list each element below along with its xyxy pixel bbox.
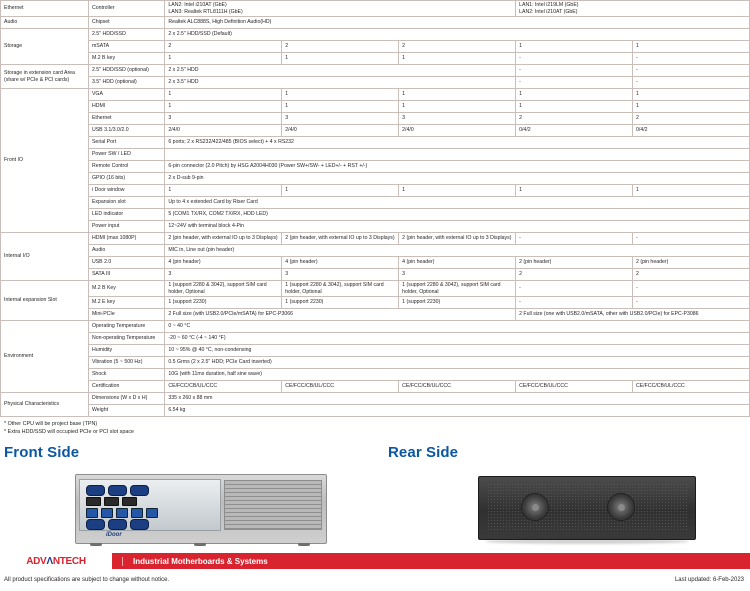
spec-value-cell: 2 x 2.5" HDD/SSD (Default) <box>165 29 750 41</box>
table-row <box>1 1 750 17</box>
table-row <box>1 173 750 185</box>
spec-value-cell: 1 (support 2230) <box>399 297 516 309</box>
spec-subcategory-cell: M.2 E key <box>88 297 164 309</box>
spec-category-cell: Storage in extension card Area (share w/ PCIe & PCI cards) <box>1 65 89 89</box>
rear-side-photo <box>478 476 696 540</box>
front-side-title: Front Side <box>4 444 80 462</box>
spec-category-cell: Internal I/O <box>1 233 89 281</box>
spec-value-cell: 3 <box>399 113 516 125</box>
spec-value-cell: 1 <box>282 53 399 65</box>
vga-port-icon <box>130 485 149 496</box>
spec-category-cell: Environment <box>1 321 89 393</box>
footnote-1: * Other CPU will be project base (TPN) <box>4 421 98 427</box>
spec-value-cell: 2 <box>633 269 750 281</box>
spec-value-cell: - <box>633 297 750 309</box>
spec-value-cell: - <box>516 233 633 245</box>
spec-value-cell: 1 <box>399 101 516 113</box>
footnotes <box>0 417 750 436</box>
spec-subcategory-cell: Certification <box>88 381 164 393</box>
spec-value-cell: 1 <box>165 53 282 65</box>
spec-value-cell: 2 <box>516 113 633 125</box>
spec-subcategory-cell: mSATA <box>88 41 164 53</box>
spec-subcategory-cell: HDMI <box>88 101 164 113</box>
spec-value-cell: 2 <box>399 41 516 53</box>
vga-port-icon <box>86 485 105 496</box>
footer-tagline: Industrial Motherboards & Systems <box>122 557 268 566</box>
spec-value-cell: 10G (with 11ms duration, half sine wave) <box>165 369 750 381</box>
table-row <box>1 281 750 297</box>
spec-value-cell: 1 (support 2280 & 3042), support SIM card holder, Optional <box>399 281 516 297</box>
table-row <box>1 161 750 173</box>
serial-port-icon <box>108 519 127 530</box>
spec-value-cell: 1 <box>516 41 633 53</box>
spec-value-cell: - <box>516 53 633 65</box>
footer-last-updated: Last updated: 6-Feb-2023 <box>674 577 744 583</box>
spec-value-cell: 1 <box>399 185 516 197</box>
spec-value-cell: 1 <box>282 101 399 113</box>
table-row <box>1 113 750 125</box>
spec-value-cell: 0.5 Grms (2 x 2.5" HDD; PCIe Card inserted) <box>165 357 750 369</box>
spec-value-cell: 2 x D-sub 9-pin <box>165 173 750 185</box>
chassis-foot <box>298 543 310 546</box>
table-row <box>1 405 750 417</box>
chassis-foot <box>194 543 206 546</box>
spec-subcategory-cell: 2.5" HDD/SSD <box>88 29 164 41</box>
spec-value-cell: 1 (support 2280 & 3042), support SIM card holder, Optional <box>282 281 399 297</box>
vga-port-icon <box>108 485 127 496</box>
spec-value-cell: 3 <box>165 113 282 125</box>
hdmi-port-icon <box>122 497 137 506</box>
spec-value-cell: - <box>633 281 750 297</box>
footnote-2: * Extra HDD/SSD will occupied PCIe or PCI slot space <box>4 429 135 436</box>
spec-subcategory-cell: USB 3.1/3.0/2.0 <box>88 125 164 137</box>
spec-value-cell: 2 <box>282 41 399 53</box>
spec-subcategory-cell: Power input <box>88 221 164 233</box>
spec-value-cell: 2 x 3.5" HDD <box>165 77 516 89</box>
spec-table-body <box>1 1 750 417</box>
usb-port-group <box>86 508 158 518</box>
spec-value-cell: 1 <box>282 185 399 197</box>
table-row <box>1 257 750 269</box>
hdmi-port-icon <box>86 497 101 506</box>
footer-brand-bar <box>0 553 750 569</box>
table-row <box>1 29 750 41</box>
spec-subcategory-cell: VGA <box>88 89 164 101</box>
spec-value-cell: 2 <box>633 113 750 125</box>
table-row <box>1 269 750 281</box>
serial-port-icon <box>130 519 149 530</box>
spec-value-cell: Realtek ALC888S, High Definition Audio(HD) <box>165 17 750 29</box>
spec-subcategory-cell: Chipset <box>88 17 164 29</box>
spec-value-cell: 2 Full size (one with USB2.0/mSATA, other with USB2.0/PCIe) for EPC-P3086 <box>516 309 750 321</box>
spec-category-cell: Internal expansion Slot <box>1 281 89 321</box>
front-io-plate <box>79 479 221 531</box>
spec-value-cell: - <box>516 297 633 309</box>
advantech-logo-text: ADVΛNTECH <box>26 555 86 567</box>
table-row <box>1 89 750 101</box>
spec-value-cell: 2/4/0 <box>399 125 516 137</box>
spec-subcategory-cell: Humidity <box>88 345 164 357</box>
spec-value-cell: 5 (COM1 TX/RX, COM2 TX/RX, HDD LED) <box>165 209 750 221</box>
spec-subcategory-cell: Dimensions (W x D x H) <box>88 393 164 405</box>
spec-value-cell: 2 (pin header, with external IO up to 3 Displays) <box>399 233 516 245</box>
spec-subcategory-cell: Weight <box>88 405 164 417</box>
spec-value-cell: 1 <box>399 89 516 101</box>
spec-value-cell: CE/FCC/CB/UL/CCC <box>282 381 399 393</box>
spec-value-cell: 1 <box>399 53 516 65</box>
spec-value-cell: 4 (pin header) <box>399 257 516 269</box>
spec-value-cell: 4 (pin header) <box>282 257 399 269</box>
spec-subcategory-cell: Audio <box>88 245 164 257</box>
table-row <box>1 65 750 77</box>
spec-category-cell: Audio <box>1 17 89 29</box>
spec-value-cell: 6.54 kg <box>165 405 750 417</box>
spec-value-cell: 2 (pin header) <box>516 257 633 269</box>
spec-value-cell: 1 (support 2280 & 3042), support SIM card holder, Optional <box>165 281 282 297</box>
spec-value-cell: CE/FCC/CB/UL/CCC <box>633 381 750 393</box>
spec-value-cell: 2 x 2.5" HDD <box>165 65 516 77</box>
spec-value-cell: 2 (pin header) <box>633 257 750 269</box>
spec-value-cell <box>165 149 750 161</box>
table-row <box>1 125 750 137</box>
spec-value-cell: 4 (pin header) <box>165 257 282 269</box>
spec-value-cell: LAN1: Intel i219LM (GbE) LAN2: Intel i210AT (GbE) <box>516 1 750 17</box>
usb-port-icon <box>86 508 98 518</box>
spec-value-cell: 1 <box>165 101 282 113</box>
spec-value-cell: - <box>516 77 633 89</box>
spec-subcategory-cell: USB 2.0 <box>88 257 164 269</box>
spec-value-cell: - <box>633 77 750 89</box>
usb-port-icon <box>131 508 143 518</box>
table-row <box>1 333 750 345</box>
spec-value-cell: MIC in, Line out (pin header) <box>165 245 750 257</box>
table-row <box>1 221 750 233</box>
board-brand-label: iDoor <box>106 532 122 539</box>
table-row <box>1 309 750 321</box>
spec-value-cell: 2/4/0 <box>165 125 282 137</box>
usb-port-icon <box>101 508 113 518</box>
table-row <box>1 321 750 333</box>
spec-value-cell: - <box>633 53 750 65</box>
spec-value-cell: 1 <box>633 185 750 197</box>
spec-value-cell: 10 ~ 95% @ 40 °C, non-condensing <box>165 345 750 357</box>
hdmi-port-icon <box>104 497 119 506</box>
spec-value-cell: 1 <box>165 185 282 197</box>
table-row <box>1 149 750 161</box>
spec-subcategory-cell: 3.5" HDD (optional) <box>88 77 164 89</box>
section-title-row <box>0 436 750 466</box>
spec-subcategory-cell: 2.5" HDD/SSD (optional) <box>88 65 164 77</box>
spec-value-cell: CE/FCC/CB/UL/CCC <box>399 381 516 393</box>
spec-value-cell: 3 <box>282 113 399 125</box>
table-row <box>1 197 750 209</box>
table-row <box>1 297 750 309</box>
spec-value-cell: 0/4/2 <box>633 125 750 137</box>
spec-value-cell: 3 <box>282 269 399 281</box>
spec-value-cell: - <box>516 65 633 77</box>
spec-subcategory-cell: M.2 B Key <box>88 281 164 297</box>
front-side-photo <box>75 474 327 544</box>
spec-value-cell: 1 (support 2230) <box>165 297 282 309</box>
spec-value-cell: - <box>516 281 633 297</box>
spec-value-cell: -20 ~ 60 °C (-4 ~ 140 °F) <box>165 333 750 345</box>
spec-value-cell: 6-pin connector (2.0 Pitch) by HSG A2004H030 (Power SW+/SW- + LED+/- + RST +/-) <box>165 161 750 173</box>
table-row <box>1 245 750 257</box>
table-row <box>1 17 750 29</box>
table-row <box>1 77 750 89</box>
spec-subcategory-cell: Ethernet <box>88 113 164 125</box>
spec-value-cell: 12~24V with terminal block 4-Pin <box>165 221 750 233</box>
spec-value-cell: 1 <box>282 89 399 101</box>
spec-value-cell: 1 <box>633 89 750 101</box>
footer-disclaimer: All product specifications are subject to change without notice. <box>4 577 170 583</box>
advantech-logo <box>0 553 112 569</box>
table-row <box>1 381 750 393</box>
spec-subcategory-cell: Non-operating Temperature <box>88 333 164 345</box>
table-row <box>1 41 750 53</box>
table-row <box>1 345 750 357</box>
table-row <box>1 185 750 197</box>
vga-port-group <box>86 485 149 496</box>
spec-value-cell: 2/4/0 <box>282 125 399 137</box>
spec-subcategory-cell: Operating Temperature <box>88 321 164 333</box>
spec-value-cell: - <box>633 65 750 77</box>
expansion-slot-area <box>224 480 322 530</box>
spec-subcategory-cell: Serial Port <box>88 137 164 149</box>
spec-subcategory-cell: Shock <box>88 369 164 381</box>
spec-value-cell: 6 ports; 2 x RS232/422/485 (BIOS select) + 4 x RS232 <box>165 137 750 149</box>
spec-subcategory-cell: GPIO (16 bits) <box>88 173 164 185</box>
spec-value-cell: 335 x 260 x 88 mm <box>165 393 750 405</box>
spec-value-cell: 2 <box>516 269 633 281</box>
hdmi-port-group <box>86 497 137 506</box>
spec-subcategory-cell: HDMI (max 1080P) <box>88 233 164 245</box>
spec-value-cell: 0 ~ 40 °C <box>165 321 750 333</box>
spec-subcategory-cell: Remote Control <box>88 161 164 173</box>
spec-subcategory-cell: i Door window <box>88 185 164 197</box>
spec-value-cell: 2 <box>165 41 282 53</box>
table-row <box>1 393 750 405</box>
serial-port-group <box>86 519 149 530</box>
spec-value-cell: 1 <box>633 41 750 53</box>
spec-value-cell: - <box>633 233 750 245</box>
spec-value-cell: 1 <box>633 101 750 113</box>
usb-port-icon <box>146 508 158 518</box>
usb-port-icon <box>116 508 128 518</box>
rear-side-title: Rear Side <box>388 444 459 462</box>
table-row <box>1 137 750 149</box>
spec-subcategory-cell: Mini-PCIe <box>88 309 164 321</box>
spec-subcategory-cell: Power SW / LED <box>88 149 164 161</box>
spec-category-cell: Storage <box>1 29 89 65</box>
spec-value-cell: LAN2: Intel i210AT (GbE) LAN3: Realtek RTL8111H (GbE) <box>165 1 516 17</box>
spec-value-cell: 1 <box>516 89 633 101</box>
spec-value-cell: 3 <box>165 269 282 281</box>
spec-value-cell: 1 <box>516 101 633 113</box>
spec-value-cell: 1 <box>516 185 633 197</box>
spec-value-cell: CE/FCC/CB/UL/CCC <box>516 381 633 393</box>
spec-category-cell: Front IO <box>1 89 89 233</box>
ventilation-mesh <box>487 483 687 531</box>
spec-subcategory-cell: Expansion slot <box>88 197 164 209</box>
spec-subcategory-cell: Vibration (5 ~ 500 Hz) <box>88 357 164 369</box>
spec-value-cell: 2 Full size (with USB2.0/PCIe/mSATA) for EPC-P3066 <box>165 309 516 321</box>
spec-value-cell: 1 <box>165 89 282 101</box>
table-row <box>1 209 750 221</box>
spec-subcategory-cell: SATA III <box>88 269 164 281</box>
table-row <box>1 357 750 369</box>
table-row <box>1 369 750 381</box>
spec-value-cell: 2 (pin header, with external IO up to 3 Displays) <box>165 233 282 245</box>
photo-shadow <box>485 539 689 544</box>
spec-value-cell: Up to 4 x extended Card by Riser Card <box>165 197 750 209</box>
spec-value-cell: 1 (support 2230) <box>282 297 399 309</box>
spec-value-cell: 0/4/2 <box>516 125 633 137</box>
spec-subcategory-cell: M.2 B key <box>88 53 164 65</box>
spec-category-cell: Physical Characteristics <box>1 393 89 417</box>
table-row <box>1 101 750 113</box>
table-row <box>1 53 750 65</box>
table-row <box>1 233 750 245</box>
advantech-logo-accent: Λ <box>46 555 53 567</box>
spec-category-cell: Ethernet <box>1 1 89 17</box>
chassis-foot <box>90 543 102 546</box>
spec-subcategory-cell: Controller <box>88 1 164 17</box>
spec-subcategory-cell: LED indicator <box>88 209 164 221</box>
spec-value-cell: 2 (pin header, with external IO up to 3 Displays) <box>282 233 399 245</box>
spec-value-cell: CE/FCC/CB/UL/CCC <box>165 381 282 393</box>
serial-port-icon <box>86 519 105 530</box>
spec-value-cell: 3 <box>399 269 516 281</box>
